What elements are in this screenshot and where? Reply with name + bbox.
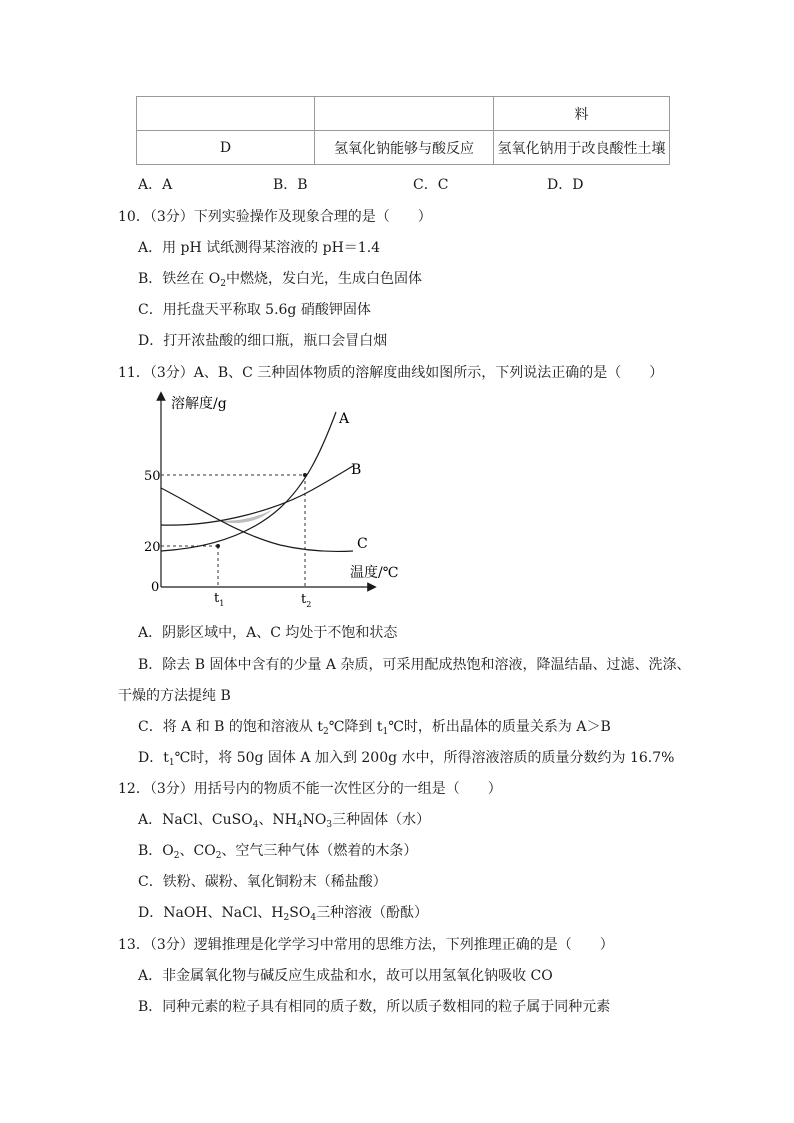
q10-option-b: B．铁丝在 $O_2$中燃烧，发白光，生成白色固体 bbox=[138, 271, 422, 289]
q10-stem: 10．（3分）下列实验操作及现象合理的是（ ） bbox=[118, 209, 432, 225]
q9-option-c: C．C bbox=[413, 177, 449, 193]
q10-option-a: A．用 pH 试纸测得某溶液的 pH＝1.4 bbox=[138, 240, 381, 256]
y-tick-50: 50 bbox=[144, 469, 161, 484]
series-label-c: C bbox=[357, 536, 368, 552]
q10-option-c: C．用托盘天平称取 5.6g 硝酸钾固体 bbox=[138, 302, 371, 318]
q11-option-c: C．将 A 和 B 的饱和溶液从 $t_2℃$降到 $t_1℃$时，析出晶体的质量关系为 A＞B bbox=[138, 719, 611, 737]
table-cell: 氢氧化钠用于改良酸性土壤 bbox=[494, 131, 670, 165]
curve-c bbox=[161, 488, 353, 551]
q9-option-a: A．A bbox=[138, 177, 173, 193]
q12-option-d: D．NaOH、NaCl、$H_2SO_4$三种溶液（酚酞） bbox=[138, 905, 429, 923]
q11-option-b-line2: 干燥的方法提纯 B bbox=[118, 688, 231, 704]
y-axis-label: 溶解度/g bbox=[171, 396, 227, 412]
q12-stem: 12．（3分）用括号内的物质不能一次性区分的一组是（ ） bbox=[118, 781, 502, 797]
solubility-chart bbox=[140, 390, 410, 615]
x-tick-t2: $t_2$ bbox=[301, 592, 312, 609]
x-tick-t1: $t_1$ bbox=[214, 591, 225, 608]
q10-option-d: D．打开浓盐酸的细口瓶，瓶口会冒白烟 bbox=[138, 333, 388, 349]
table-cell: 氢氧化钠能够与酸反应 bbox=[315, 131, 494, 165]
origin-label: 0 bbox=[151, 580, 160, 595]
series-label-a: A bbox=[339, 411, 350, 427]
x-axis-label: 温度/℃ bbox=[350, 565, 399, 581]
q13-stem: 13．（3分）逻辑推理是化学学习中常用的思维方法，下列推理正确的是（ ） bbox=[118, 937, 614, 953]
table-row bbox=[137, 131, 670, 165]
y-tick-20: 20 bbox=[144, 540, 161, 555]
q11-option-a: A．阴影区域中，A、C 均处于不饱和状态 bbox=[138, 625, 398, 641]
q11-option-d: D．$t_1℃$时，将 50g 固体 A 加入到 200g 水中，所得溶液溶质的质量分数约为 16.7% bbox=[138, 750, 675, 768]
series-label-b: B bbox=[351, 462, 362, 478]
q13-option-a: A．非金属氧化物与碱反应生成盐和水，故可以用氢氧化钠吸收 CO bbox=[138, 968, 553, 984]
point-a-t1 bbox=[216, 544, 220, 548]
q11-option-b-line1: B．除去 B 固体中含有的少量 A 杂质，可采用配成热饱和溶液，降温结晶、过滤、洗涤、 bbox=[138, 657, 691, 673]
q9-table bbox=[136, 96, 670, 165]
table-row bbox=[137, 97, 670, 131]
table-cell: 料 bbox=[494, 97, 670, 131]
curve-a bbox=[161, 412, 336, 551]
point-a-t2 bbox=[303, 473, 307, 477]
q9-option-d: D．D bbox=[547, 177, 584, 193]
q12-option-b: B．$O_2$、$CO_2$、空气三种气体（燃着的木条） bbox=[138, 843, 418, 861]
table-cell bbox=[315, 97, 494, 131]
q9-option-b: B．B bbox=[273, 177, 308, 193]
q11-stem: 11．（3分）A、B、C 三种固体物质的溶解度曲线如图所示，下列说法正确的是（ ） bbox=[118, 365, 664, 381]
q12-option-c: C．铁粉、碳粉、氧化铜粉末（稀盐酸） bbox=[138, 874, 387, 890]
table-cell: D bbox=[137, 131, 315, 165]
table-cell bbox=[137, 97, 315, 131]
q12-option-a: A．NaCl、CuSO$_4$、$NH_4NO_3$三种固体（水） bbox=[138, 812, 431, 830]
q13-option-b: B．同种元素的粒子具有相同的质子数，所以质子数相同的粒子属于同种元素 bbox=[138, 999, 611, 1015]
